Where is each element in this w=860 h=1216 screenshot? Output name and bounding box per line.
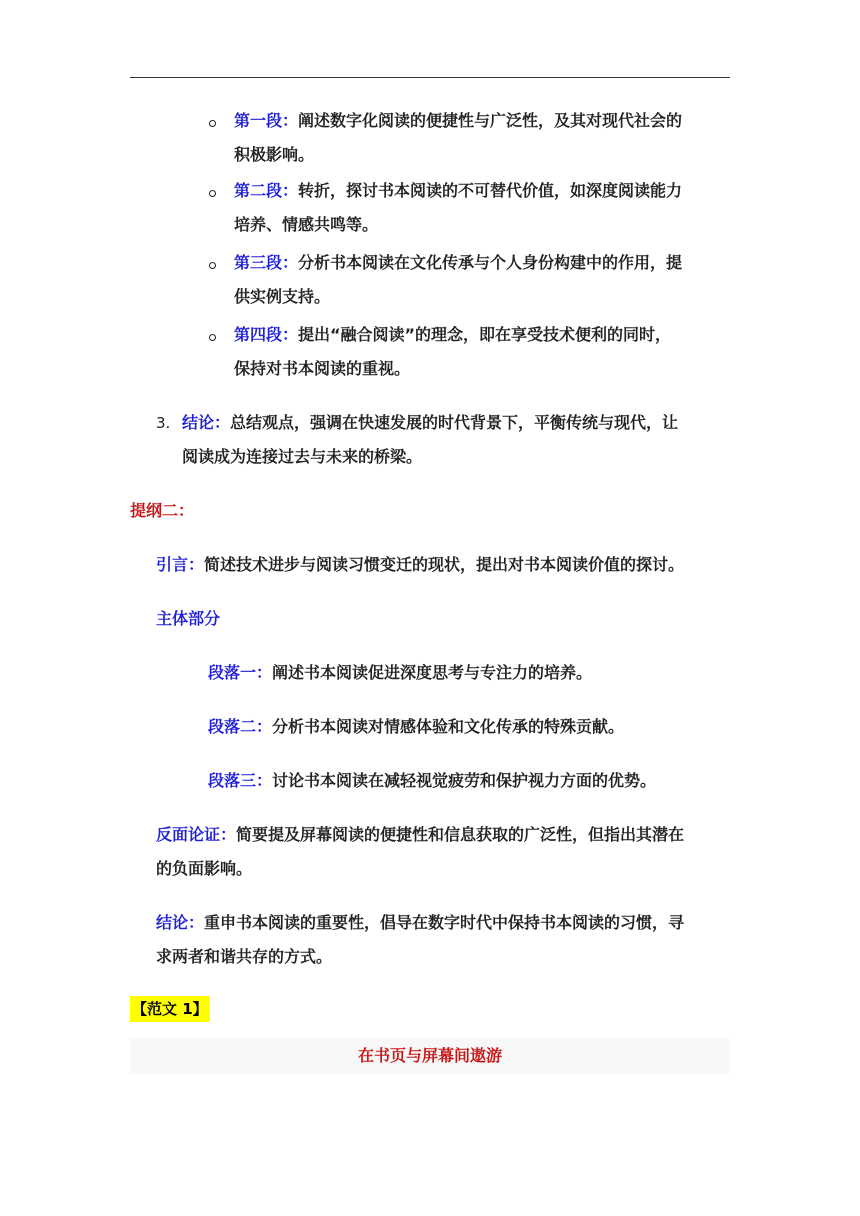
conclusion-text: 重申书本阅读的重要性，倡导在数字时代中保持书本阅读的习惯，寻 xyxy=(204,913,685,932)
section-label: 段落三： xyxy=(208,771,273,790)
bullet-icon xyxy=(209,262,216,269)
essay-tag-wrap xyxy=(130,996,210,1022)
para-text: 提出“融合阅读”的理念，即在享受技术便利的同时， xyxy=(298,325,672,344)
outline2-intro xyxy=(156,548,684,582)
intro-label: 引言： xyxy=(156,555,205,574)
outline1-para1-line2: 积极影响。 xyxy=(234,145,315,164)
counter-text: 简要提及屏幕阅读的便捷性和信息获取的广泛性，但指出其潜在 xyxy=(236,825,685,844)
outline2-conclusion-line2: 求两者和谐共存的方式。 xyxy=(156,947,333,966)
outline2-conclusion-line1 xyxy=(156,906,684,940)
section-text: 分析书本阅读对情感体验和文化传承的特殊贡献。 xyxy=(272,717,625,736)
outline2-section3 xyxy=(208,764,656,798)
essay-tag: 【范文 1】 xyxy=(130,996,210,1022)
conclusion-text: 总结观点，强调在快速发展的时代背景下，平衡传统与现代，让 xyxy=(230,413,679,432)
intro-text: 简述技术进步与阅读习惯变迁的现状，提出对书本阅读价值的探讨。 xyxy=(204,555,685,574)
outline2-counter-line1 xyxy=(156,818,684,852)
bullet-icon xyxy=(209,190,216,197)
outline1-para2-line1 xyxy=(234,174,682,208)
outline1-para4-line1 xyxy=(234,318,671,352)
outline2-body-heading: 主体部分 xyxy=(156,609,221,628)
section-label: 段落二： xyxy=(208,717,273,736)
counter-label: 反面论证： xyxy=(156,825,237,844)
conclusion-label: 结论： xyxy=(182,413,231,432)
section-text: 讨论书本阅读在减轻视觉疲劳和保护视力方面的优势。 xyxy=(272,771,657,790)
para-label: 第四段： xyxy=(234,325,299,344)
bullet-icon xyxy=(209,334,216,341)
section-label: 段落一： xyxy=(208,663,273,682)
bullet-icon xyxy=(209,120,216,127)
essay-title: 在书页与屏幕间遨游 xyxy=(357,1046,502,1065)
outline1-conclusion-line2: 阅读成为连接过去与未来的桥梁。 xyxy=(182,447,423,466)
essay-title-band xyxy=(130,1038,730,1074)
para-text: 分析书本阅读在文化传承与个人身份构建中的作用，提 xyxy=(298,253,683,272)
para-label: 第三段： xyxy=(234,253,299,272)
outline1-conclusion-line1 xyxy=(182,406,678,440)
outline1-para1-line1 xyxy=(234,104,682,138)
para-label: 第二段： xyxy=(234,181,299,200)
para-text: 转折，探讨书本阅读的不可替代价值，如深度阅读能力 xyxy=(298,181,683,200)
outline1-para3-line1 xyxy=(234,246,682,280)
header-rule xyxy=(130,77,730,78)
outline1-para3-line2: 供实例支持。 xyxy=(234,287,331,306)
para-text: 阐述数字化阅读的便捷性与广泛性，及其对现代社会的 xyxy=(298,111,683,130)
para-label: 第一段： xyxy=(234,111,299,130)
section-text: 阐述书本阅读促进深度思考与专注力的培养。 xyxy=(272,663,593,682)
conclusion-label: 结论： xyxy=(156,913,205,932)
list-number: 3. xyxy=(156,414,171,432)
outline2-counter-line2: 的负面影响。 xyxy=(156,859,253,878)
outline1-para2-line2: 培养、情感共鸣等。 xyxy=(234,215,379,234)
outline2-section1 xyxy=(208,656,592,690)
outline2-section2 xyxy=(208,710,624,744)
outline2-heading: 提纲二： xyxy=(130,501,195,520)
outline1-para4-line2: 保持对书本阅读的重视。 xyxy=(234,359,411,378)
